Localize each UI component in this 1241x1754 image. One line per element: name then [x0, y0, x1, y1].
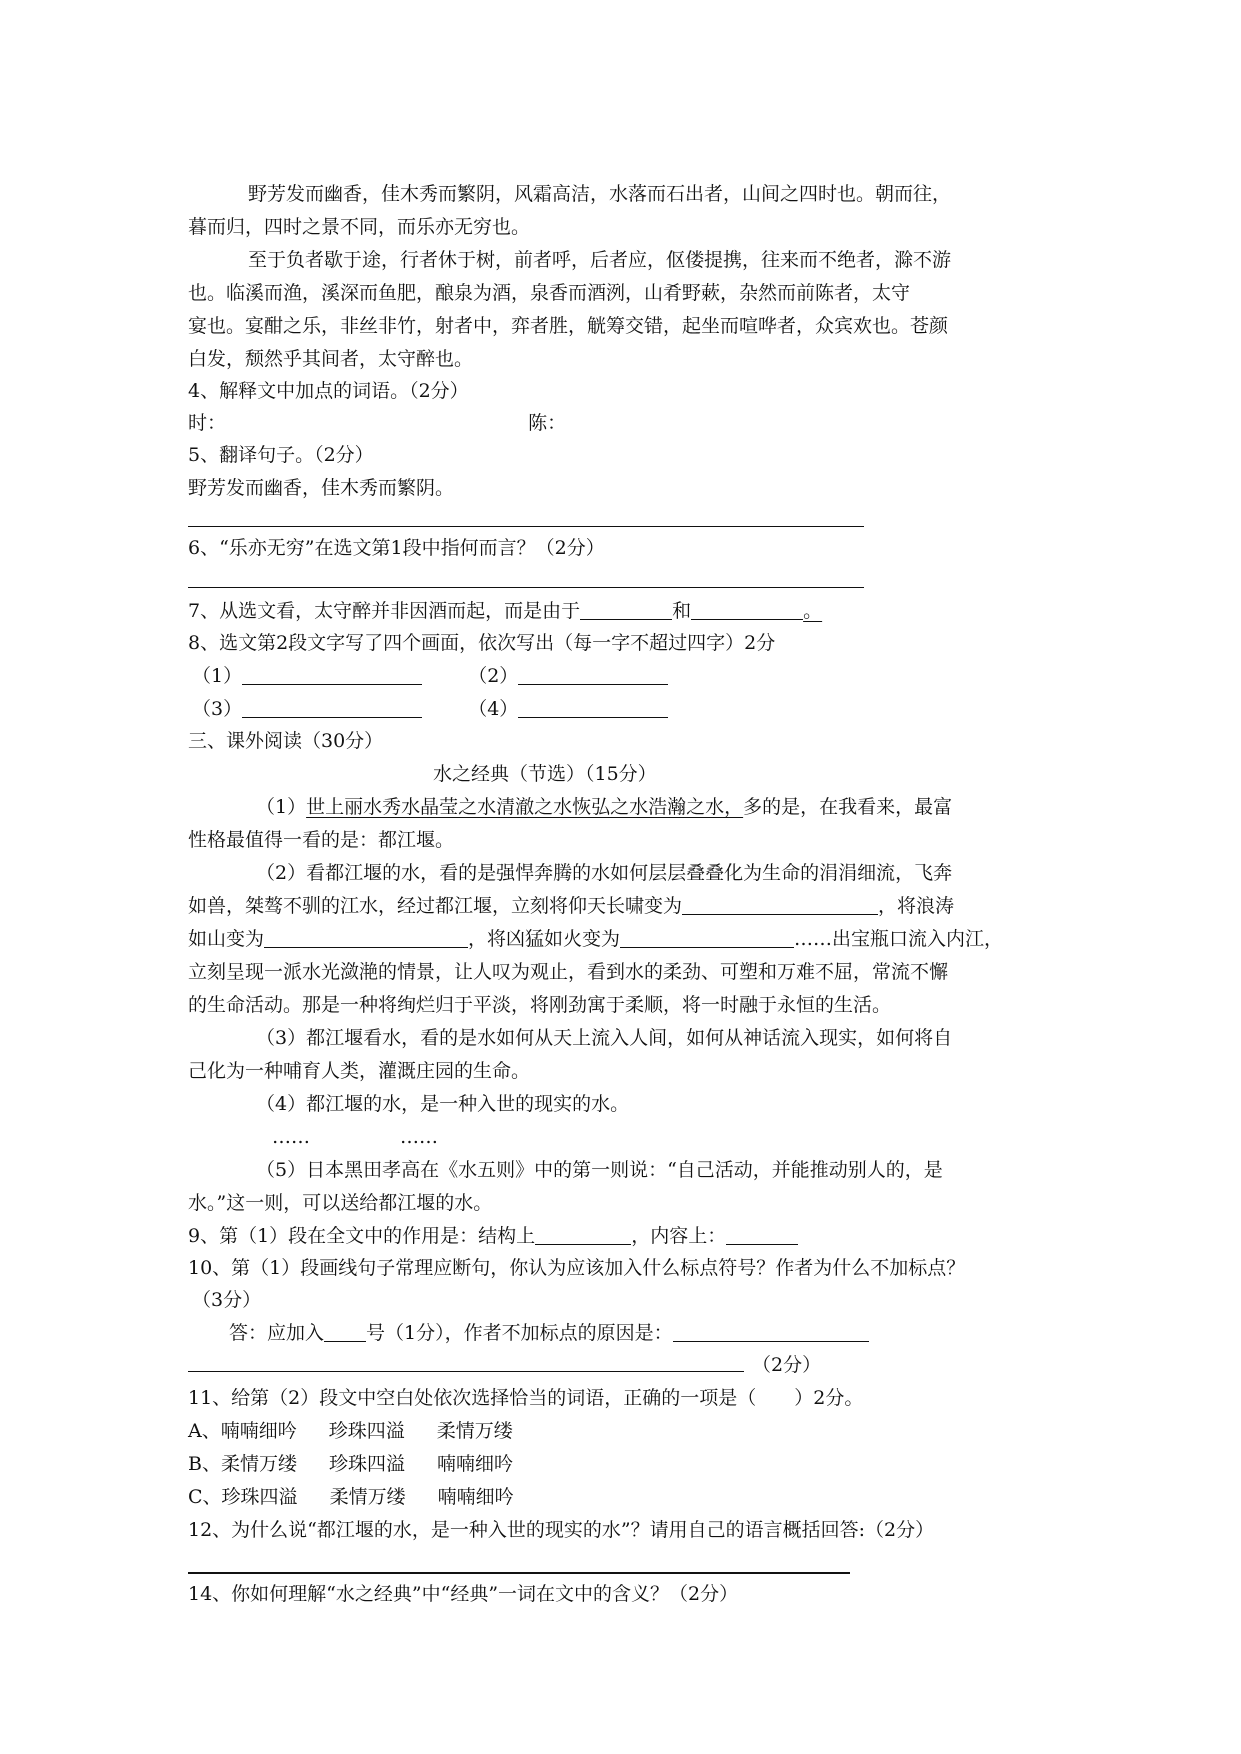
question-8: 8、选文第2段文字写了四个画面，依次写出（每一字不超过四字）2分	[188, 632, 776, 654]
q4-chen-label: 陈：	[528, 412, 567, 434]
q8-blank-1[interactable]	[242, 664, 422, 685]
question-5: 5、翻译句子。（2分）	[188, 444, 374, 466]
question-10-line2: （3分）	[192, 1289, 262, 1311]
q4-answer-row	[188, 407, 566, 439]
q9-text-2: ，内容上：	[631, 1225, 727, 1247]
option-word-1: 珍珠四溢	[221, 1486, 298, 1508]
q7-text: 7、从选文看，太守醉并非因酒而起，而是由于	[188, 600, 581, 622]
question-14: 14、你如何理解“水之经典”中“经典”一词在文中的含义？（2分）	[188, 1583, 739, 1605]
q7-blank-2[interactable]	[691, 599, 803, 620]
option-word-2: 珍珠四溢	[328, 1420, 405, 1442]
question-9	[188, 1220, 798, 1252]
q10-answer-line[interactable]	[188, 1371, 744, 1372]
passage2-p2-line2-text: 如兽，桀骜不驯的江水，经过都江堰，立刻将仰天长啸变为	[188, 895, 683, 917]
q5-sentence: 野芳发而幽香，佳木秀而繁阴。	[188, 477, 455, 499]
ellipsis-row	[272, 1121, 438, 1153]
q10-answer-text: 号（1分），作者不加标点的原因是：	[366, 1322, 673, 1344]
q10-answer-row	[229, 1317, 869, 1349]
passage2-p3-line2: 己化为一种哺育人类，灌溉庄园的生命。	[188, 1060, 531, 1082]
question-10-line1: 10、第（1）段画线句子常理应断句，你认为应该加入什么标点符号？作者为什么不加标点？	[188, 1257, 966, 1279]
option-word-3: 喃喃细吟	[437, 1453, 514, 1475]
q8-blank-3[interactable]	[242, 697, 422, 718]
ellipsis-1: ……	[272, 1126, 310, 1148]
q8-label-4: （4）	[468, 698, 519, 720]
q9-blank-1[interactable]	[535, 1224, 631, 1245]
passage2-p2-line3	[188, 923, 1003, 955]
passage2-p5-line1: （5）日本黑田孝高在《水五则》中的第一则说：“自己活动，并能推动别人的，是	[256, 1159, 943, 1181]
passage2-blank-2[interactable]	[264, 927, 468, 948]
passage2-p4: （4）都江堰的水，是一种入世的现实的水。	[256, 1093, 630, 1115]
option-label: B、	[188, 1453, 221, 1475]
passage2-p1-number: （1）	[256, 796, 307, 818]
question-4: 4、解释文中加点的词语。（2分）	[188, 380, 469, 402]
question-7	[188, 595, 836, 627]
q10-answer-prefix: 答：应加入	[229, 1322, 325, 1344]
option-label: C、	[188, 1486, 222, 1508]
passage2-p1-line2: 性格最值得一看的是：都江堰。	[188, 829, 455, 851]
q5-answer-line[interactable]	[188, 526, 864, 527]
passage2-p2-line3-end: ……出宝瓶口流入内江，	[794, 928, 1004, 950]
q11-option-b[interactable]	[188, 1448, 513, 1480]
passage2-blank-1[interactable]	[682, 894, 878, 915]
option-word-1: 柔情万缕	[220, 1453, 297, 1475]
q8-label-3: （3）	[192, 698, 243, 720]
q7-end: 。	[803, 600, 823, 622]
passage2-p5-line2: 水。”这一则，可以送给都江堰的水。	[188, 1192, 493, 1214]
q8-row-1	[192, 660, 668, 692]
q10-blank-punct[interactable]	[324, 1321, 366, 1342]
passage1-p2-line4: 白发，颓然乎其间者，太守醉也。	[188, 348, 474, 370]
question-12: 12、为什么说“都江堰的水，是一种入世的现实的水”？请用自己的语言概括回答:（2分）	[188, 1519, 935, 1541]
passage2-blank-3[interactable]	[620, 927, 794, 948]
q10-blank-reason[interactable]	[673, 1321, 869, 1342]
q8-label-2: （2）	[468, 665, 519, 687]
q9-text: 9、第（1）段在全文中的作用是：结构上	[188, 1225, 536, 1247]
passage2-p3-line1: （3）都江堰看水，看的是水如何从天上流入人间，如何从神话流入现实，如何将自	[256, 1027, 953, 1049]
question-6: 6、“乐亦无穷”在选文第1段中指何而言？（2分）	[188, 537, 605, 559]
underlined-sentence: 世上丽水秀水晶莹之水清澈之水恢弘之水浩瀚之水，	[306, 796, 744, 818]
passage2-p2-line2	[188, 890, 954, 922]
passage2-title: 水之经典（节选）（15分）	[433, 763, 657, 785]
passage1-p2-line1: 至于负者歇于途，行者休于树，前者呼，后者应，伛偻提携，往来而不绝者，滁不游	[248, 249, 952, 271]
q11-option-c[interactable]	[188, 1481, 514, 1513]
q7-and: 和	[672, 600, 692, 622]
q12-answer-line[interactable]	[188, 1572, 850, 1574]
q8-label-1: （1）	[192, 665, 243, 687]
q11-option-a[interactable]	[188, 1415, 513, 1447]
option-word-3: 柔情万缕	[436, 1420, 513, 1442]
q8-blank-4[interactable]	[518, 697, 668, 718]
passage2-p2-line3-text: 如山变为	[188, 928, 265, 950]
ellipsis-2: ……	[400, 1126, 438, 1148]
option-word-2: 珍珠四溢	[328, 1453, 405, 1475]
q4-shi-label: 时：	[188, 412, 227, 434]
q6-answer-line[interactable]	[188, 587, 864, 588]
option-label: A、	[188, 1420, 221, 1442]
passage2-p2-line4: 立刻呈现一派水光潋滟的情景，让人叹为观止，看到水的柔劲、可塑和万难不屈，常流不懈	[188, 961, 949, 983]
q8-blank-2[interactable]	[518, 664, 668, 685]
section-3-heading: 三、课外阅读（30分）	[188, 730, 384, 752]
passage1-p1-line1: 野芳发而幽香，佳木秀而繁阴，风霜高洁，水落而石出者，山间之四时也。朝而往，	[248, 183, 952, 205]
passage1-p1-line2: 暮而归，四时之景不同，而乐亦无穷也。	[188, 216, 531, 238]
q10-score: （2分）	[752, 1354, 822, 1376]
passage2-p1-rest: 多的是，在我看来，最富	[743, 796, 953, 818]
question-11: 11、给第（2）段文中空白处依次选择恰当的词语，正确的一项是（ ）2分。	[188, 1387, 864, 1409]
q8-row-2	[192, 693, 668, 725]
option-word-2: 柔情万缕	[329, 1486, 406, 1508]
passage2-p2-line1: （2）看都江堰的水，看的是强悍奔腾的水如何层层叠叠化为生命的涓涓细流，飞奔	[256, 862, 953, 884]
passage2-p1-line1	[256, 791, 952, 823]
q9-blank-2[interactable]	[726, 1224, 798, 1245]
passage1-p2-line2: 也。临溪而渔，溪深而鱼肥，酿泉为酒，泉香而酒洌，山肴野蔌，杂然而前陈者，太守	[188, 282, 911, 304]
passage1-p2-line3: 宴也。宴酣之乐，非丝非竹，射者中，弈者胜，觥筹交错，起坐而喧哗者，众宾欢也。苍颜	[188, 315, 949, 337]
option-word-1: 喃喃细吟	[220, 1420, 297, 1442]
q7-blank-1[interactable]	[580, 599, 672, 620]
passage2-p2-line5: 的生命活动。那是一种将绚烂归于平淡，将刚劲寓于柔顺，将一时融于永恒的生活。	[188, 994, 892, 1016]
passage2-p2-line3-mid: ，将凶猛如火变为	[468, 928, 621, 950]
passage2-p2-line2-end: ，将浪涛	[878, 895, 955, 917]
option-word-3: 喃喃细吟	[437, 1486, 514, 1508]
